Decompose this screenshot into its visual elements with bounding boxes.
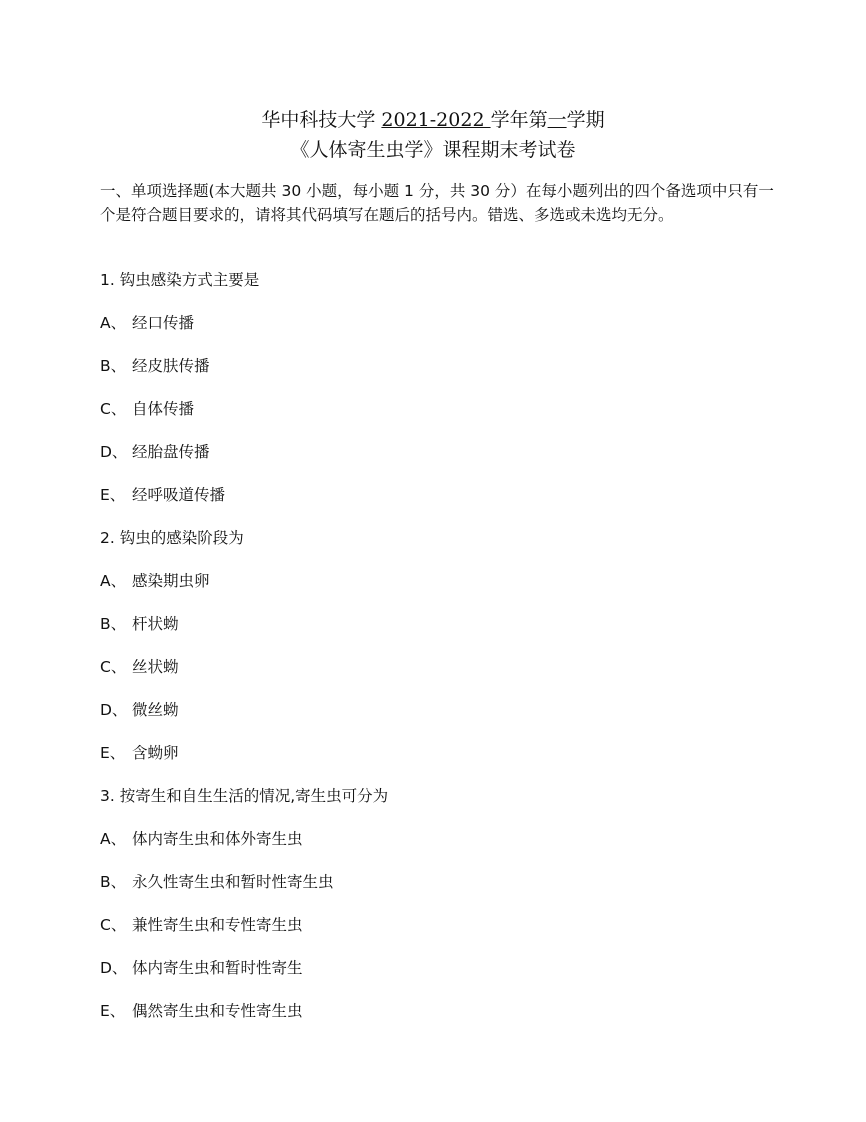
answer-option <box>100 399 194 419</box>
answer-option <box>100 1001 303 1021</box>
option-label: C、 <box>100 400 127 418</box>
term-suffix: 学期 <box>566 109 605 131</box>
academic-year: 2021-2022 <box>381 109 491 131</box>
option-label: D、 <box>100 443 128 461</box>
option-label: B、 <box>100 615 127 633</box>
question-stem: 3. 按寄生和自生生活的情况,寄生虫可分为 <box>100 787 389 805</box>
option-label: A、 <box>100 314 127 332</box>
option-label: B、 <box>100 873 127 891</box>
option-label: E、 <box>100 486 126 504</box>
exam-subtitle: 《人体寄生虫学》课程期末考试卷 <box>290 139 576 161</box>
answer-option <box>100 915 303 935</box>
answer-option <box>100 657 179 677</box>
question-stem: 2. 钩虫的感染阶段为 <box>100 529 244 547</box>
option-text: 经口传播 <box>132 314 195 332</box>
option-text: 经皮肤传播 <box>132 357 210 375</box>
option-text: 偶然寄生虫和专性寄生虫 <box>132 1002 303 1020</box>
option-text: 含蚴卵 <box>132 744 179 762</box>
option-text: 感染期虫卵 <box>132 572 210 590</box>
answer-option <box>100 743 179 763</box>
option-text: 丝状蚴 <box>132 658 179 676</box>
answer-option <box>100 958 303 978</box>
option-label: E、 <box>100 744 126 762</box>
option-text: 经呼吸道传播 <box>132 486 226 504</box>
answer-option <box>100 829 303 849</box>
option-text: 微丝蚴 <box>132 701 179 719</box>
school-name: 华中科技大学 <box>261 109 382 131</box>
option-label: B、 <box>100 357 127 375</box>
answer-option <box>100 485 225 505</box>
option-label: C、 <box>100 916 127 934</box>
option-label: C、 <box>100 658 127 676</box>
option-label: E、 <box>100 1002 126 1020</box>
option-text: 兼性寄生虫和专性寄生虫 <box>132 916 303 934</box>
answer-option <box>100 614 179 634</box>
section-instructions: 一、单项选择题(本大题共 30 小题，每小题 1 分，共 30 分）在每小题列出的四个备选项中只有一个是符合题目要求的，请将其代码填写在题后的括号内。错选、多选或未选均无分。 <box>100 182 774 224</box>
option-text: 体内寄生虫和暂时性寄生 <box>132 959 303 977</box>
option-text: 杆状蚴 <box>132 615 179 633</box>
exam-title <box>0 108 866 132</box>
answer-option <box>100 356 210 376</box>
option-label: A、 <box>100 572 127 590</box>
answer-option <box>100 313 194 333</box>
option-label: D、 <box>100 959 128 977</box>
question-stem: 1. 钩虫感染方式主要是 <box>100 271 260 289</box>
option-text: 体内寄生虫和体外寄生虫 <box>132 830 303 848</box>
term-number: 一 <box>547 109 567 131</box>
option-text: 经胎盘传播 <box>132 443 210 461</box>
answer-option <box>100 700 179 720</box>
answer-option <box>100 442 210 462</box>
option-label: D、 <box>100 701 128 719</box>
option-text: 永久性寄生虫和暂时性寄生虫 <box>132 873 334 891</box>
term-prefix: 学年第 <box>490 109 548 131</box>
option-label: A、 <box>100 830 127 848</box>
answer-option <box>100 872 334 892</box>
option-text: 自体传播 <box>132 400 195 418</box>
answer-option <box>100 571 210 591</box>
